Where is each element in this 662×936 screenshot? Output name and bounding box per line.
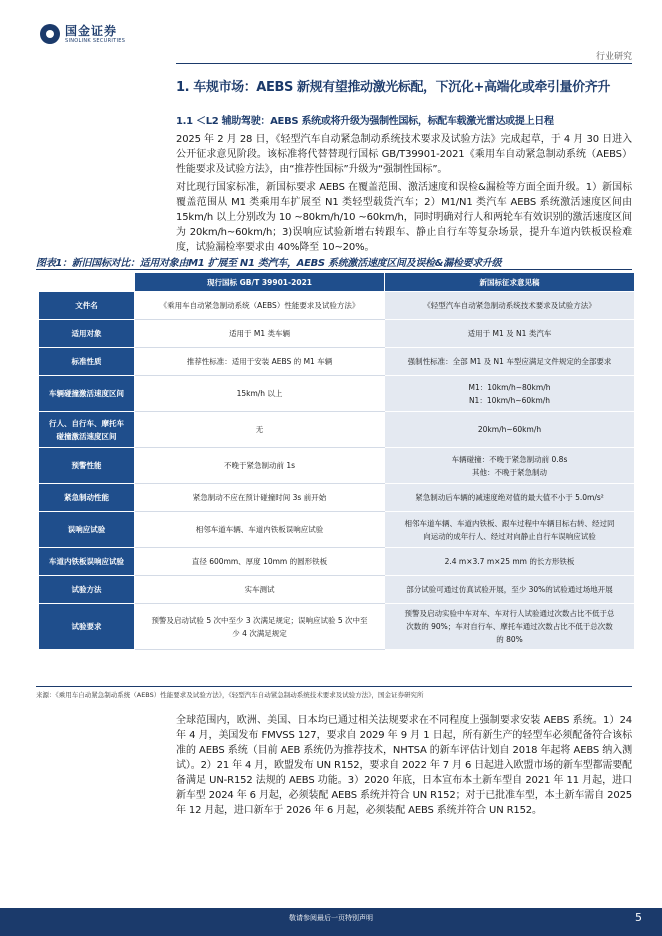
row-label bbox=[39, 412, 135, 448]
cell-line: 预警及启动试验 5 次中至少 3 次满足规定；误响应试验 5 次中至 bbox=[151, 615, 368, 625]
table-row bbox=[39, 348, 635, 376]
table-row bbox=[39, 412, 635, 448]
source-divider bbox=[36, 686, 632, 687]
cell-new bbox=[385, 376, 635, 412]
paragraph-3: 全球范围内，欧洲、美国、日本均已通过相关法规要求在不同程度上强制要求安装 AEBS 系统。1）24 年 4 月，美国发布 FMVSS 127，要求自 2029 年 9 月 1 日起，所有新生产的轻型车必须配备符合该标准的 AEBS 系统（目前 AEB 系统仍为推荐技术，NHTSA 的新车评估计划自 2018 年起将 AEBS 纳入测试）。2）21 年 4 月，欧盟发布 UN R152，要求自 2022 年 7 月 6 日起进入欧盟市场的新车型都需要配备满足 UN-R152 法规的 AEBS 功能。3）2020 年底，日本宣布本土新车型自 2021 年 11 月起，进口新车型 2024 年 6 月起，必须装配 AEBS 系统并符合 UN R152；对于已批准车型，本土新车需自 2025 年 12 月起，进口新车于 2026 年 6 月起，必须装配 AEBS 系统并符合 UN R152。 bbox=[176, 715, 632, 816]
table-row bbox=[39, 292, 635, 320]
table-row bbox=[39, 320, 635, 348]
row-label: 误响应试验 bbox=[39, 512, 135, 548]
cell-current: 紧急制动不应在预计碰撞时间 3s 前开始 bbox=[135, 484, 385, 512]
cell-new: 强制性标准：全部 M1 及 N1 车型应满足文件规定的全部要求 bbox=[385, 348, 635, 376]
cell-line: 的 80% bbox=[496, 635, 523, 644]
cell-line: 少 4 次满足规定 bbox=[232, 628, 287, 638]
table-header-current-standard: 现行国标 GB/T 39901-2021 bbox=[135, 273, 385, 292]
cell-current: 直径 600mm、厚度 10mm 的圆形铁板 bbox=[135, 548, 385, 576]
table-row bbox=[39, 548, 635, 576]
row-label: 车辆碰撞激活速度区间 bbox=[39, 376, 135, 412]
cell-line: 预警及启动实验中车对车、车对行人试验通过次数占比不低于总 bbox=[404, 609, 615, 618]
cell-current: 15km/h 以上 bbox=[135, 376, 385, 412]
logo-name-cn: 国金证券 bbox=[65, 23, 118, 38]
cell-current bbox=[135, 604, 385, 650]
cell-new: 20km/h~60km/h bbox=[385, 412, 635, 448]
footer-disclaimer: 敬请参阅最后一页特别声明 bbox=[289, 914, 373, 922]
company-logo bbox=[40, 24, 125, 44]
figure-source: 来源：《乘用车自动紧急制动系统（AEBS）性能要求及试验方法》，《轻型汽车自动紧急制动系统技术要求及试验方法》，国金证券研究所 bbox=[36, 691, 424, 699]
row-label: 试验方法 bbox=[39, 576, 135, 604]
table-row bbox=[39, 576, 635, 604]
report-category: 行业研究 bbox=[595, 52, 632, 62]
cell-new bbox=[385, 512, 635, 548]
cell-new: 部分试验可通过仿真试验开展，至少 30%的试验通过场地开展 bbox=[385, 576, 635, 604]
row-label: 紧急制动性能 bbox=[39, 484, 135, 512]
cell-new bbox=[385, 448, 635, 484]
cell-line: 次数的 90%；车对自行车、摩托车通过次数占比不低于总次数 bbox=[406, 622, 613, 631]
table-row bbox=[39, 448, 635, 484]
row-label: 适用对象 bbox=[39, 320, 135, 348]
cell-new: 适用于 M1 及 N1 类汽车 bbox=[385, 320, 635, 348]
table-row bbox=[39, 484, 635, 512]
cell-new: 2.4 m×3.7 m×25 mm 的长方形铁板 bbox=[385, 548, 635, 576]
table-header-new-standard: 新国标征求意见稿 bbox=[385, 273, 635, 292]
section-title: 1. 车规市场：AEBS 新规有望推动激光标配，下沉化+高端化或牵引量价齐升 bbox=[176, 80, 610, 95]
row-label-line: 行人、自行车、摩托车 bbox=[49, 418, 124, 428]
cell-line: N1：10km/h~60km/h bbox=[468, 395, 551, 405]
row-label: 文件名 bbox=[39, 292, 135, 320]
paragraph-2: 对比现行国家标准，新国标要求 AEBS 在覆盖范围、激活速度和误检&漏检等方面全面升级。1）新国标覆盖范围从 M1 类乘用车扩展至 N1 类轻型载货汽车；2）M1/N1 类汽车 AEBS 系统激活速度区间由 15km/h 以上分别改为 10 ~80km/h/10 ~60km/h，同时明确对行人和两轮车有效识别的激活速度区间为 20km/h~60km/h；3)误响应试验新增右转跟车、静止自行车等复杂场景，提升车道内铁板误检难度，试验漏检率要求由 40%降至 10~20%。 bbox=[176, 182, 632, 253]
table-row bbox=[39, 512, 635, 548]
figure-title: 图表1：新旧国标对比：适用对象由M1 扩展至 N1 类汽车，AEBS 系统激活速度区间及误检&漏检要求升级 bbox=[36, 258, 502, 269]
standards-comparison-table bbox=[38, 272, 635, 650]
cell-line: 相邻车道车辆、车道内铁板、跟车过程中车辆目标右转、经过同 bbox=[404, 518, 615, 528]
cell-current: 实车测试 bbox=[135, 576, 385, 604]
header-divider bbox=[176, 63, 632, 64]
cell-current: 无 bbox=[135, 412, 385, 448]
cell-new bbox=[385, 604, 635, 650]
cell-current: 相邻车道车辆、车道内铁板误响应试验 bbox=[135, 512, 385, 548]
row-label: 标准性质 bbox=[39, 348, 135, 376]
table-row bbox=[39, 604, 635, 650]
cell-current: 适用于 M1 类车辆 bbox=[135, 320, 385, 348]
table-row bbox=[39, 376, 635, 412]
row-label: 预警性能 bbox=[39, 448, 135, 484]
table-header-corner bbox=[39, 273, 135, 292]
subsection-title: 1.1 ＜L2 辅助驾驶：AEBS 系统或将升级为强制性国标，标配车载激光雷达或提上日程 bbox=[176, 116, 554, 127]
cell-line: 车辆碰撞：不晚于紧急制动前 0.8s bbox=[451, 454, 568, 464]
cell-current: 不晚于紧急制动前 1s bbox=[135, 448, 385, 484]
row-label: 车道内铁板误响应试验 bbox=[39, 548, 135, 576]
table-header-row bbox=[39, 273, 635, 292]
row-label-line: 碰撞激活速度区间 bbox=[56, 431, 117, 441]
logo-icon bbox=[40, 24, 60, 44]
paragraph-1: 2025 年 2 月 28 日，《轻型汽车自动紧急制动系统技术要求及试验方法》完成起草，于 4 月 30 日进入公开征求意见阶段。该标准将代替替现行国标 GB/T39901-2021《乘用车自动紧急制动系统（AEBS）性能要求及试验方法》，由“推荐性国标”升级为“强制性国标”。 bbox=[176, 134, 632, 175]
cell-current: 《乘用车自动紧急制动系统（AEBS）性能要求及试验方法》 bbox=[135, 292, 385, 320]
row-label: 试验要求 bbox=[39, 604, 135, 650]
figure-title-divider bbox=[36, 269, 632, 270]
cell-new: 紧急制动后车辆的减速度绝对值的最大值不小于 5.0m/s² bbox=[385, 484, 635, 512]
cell-line: 向运动的成年行人、经过对向静止自行车误响应试验 bbox=[423, 531, 596, 541]
cell-line: 其他：不晚于紧急制动 bbox=[472, 467, 547, 477]
cell-current: 推荐性标准：适用于安装 AEBS 的 M1 车辆 bbox=[135, 348, 385, 376]
logo-name-en: SINOLINK SECURITIES bbox=[65, 37, 126, 44]
cell-new: 《轻型汽车自动紧急制动系统技术要求及试验方法》 bbox=[385, 292, 635, 320]
cell-line: M1：10km/h~80km/h bbox=[468, 382, 551, 392]
page-number: 5 bbox=[635, 911, 642, 924]
